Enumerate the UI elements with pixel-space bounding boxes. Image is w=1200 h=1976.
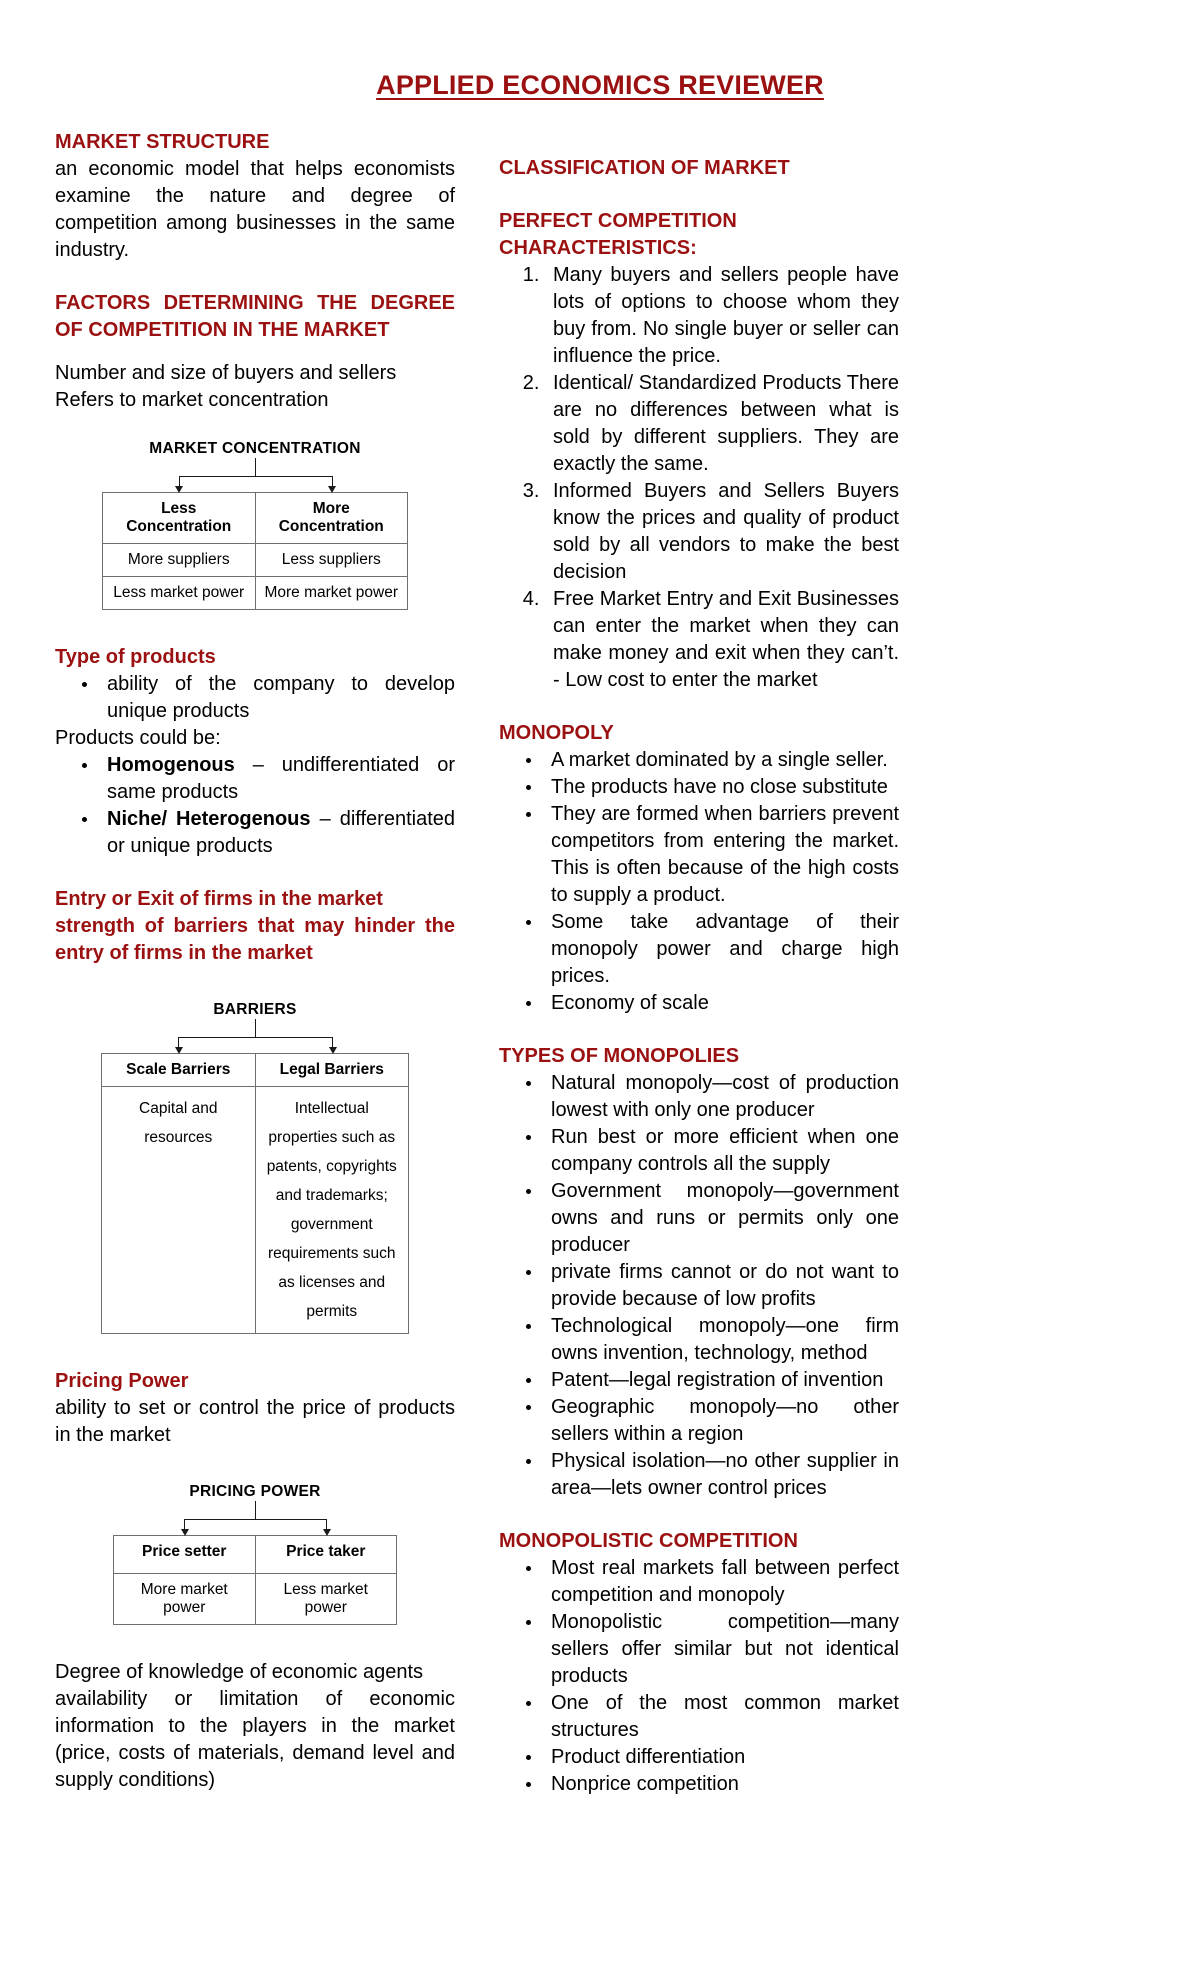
arrowhead-left-icon xyxy=(175,486,183,493)
paragraph-degree-of-knowledge: availability or limitation of economic information to the players in the market (price, costs of materials, demand level and supply conditions) xyxy=(55,1688,455,1791)
page-title-text: APPLIED ECONOMICS REVIEWER xyxy=(376,70,824,100)
factors-line-1: Number and size of buyers and sellers xyxy=(55,362,397,384)
list-item: • A market dominated by a single seller. xyxy=(543,747,899,774)
list-item: 2. Identical/ Standardized Products There are no differences between what is sold by different suppliers. They are exactly the same. xyxy=(545,370,899,478)
table-row xyxy=(102,1087,409,1334)
arrowhead-right-icon xyxy=(329,1047,337,1054)
types-of-monopolies-list xyxy=(499,1070,899,1502)
table-header-cell: More Concentration xyxy=(255,493,408,544)
diagram-connector xyxy=(102,458,408,492)
heading-entry-exit-line1: Entry or Exit of firms in the market xyxy=(55,888,383,910)
diagram-title: PRICING POWER xyxy=(189,1483,321,1500)
arrowhead-left-icon xyxy=(175,1047,183,1054)
products-could-be-lead: Products could be: xyxy=(55,727,221,749)
spacer xyxy=(499,1502,899,1528)
spacer xyxy=(55,967,455,1001)
table-row xyxy=(102,1054,409,1087)
left-column xyxy=(55,129,455,1794)
list-item: • Some take advantage of their monopoly power and charge high prices. xyxy=(543,909,899,990)
table-row xyxy=(114,1574,397,1625)
list-item: • Run best or more efficient when one company controls all the supply xyxy=(543,1124,899,1178)
right-column xyxy=(499,129,899,1798)
table-cell: More market power xyxy=(114,1574,256,1625)
list-item: • Technological monopoly—one firm owns invention, technology, method xyxy=(543,1313,899,1367)
market-concentration-table xyxy=(102,492,408,610)
table-cell: Capital and resources xyxy=(102,1087,256,1334)
market-concentration-diagram xyxy=(102,440,408,610)
heading-pricing-power: Pricing Power xyxy=(55,1370,189,1392)
table-header-cell: Price setter xyxy=(114,1536,256,1574)
connector-stem xyxy=(255,1019,256,1037)
spacer xyxy=(55,1625,455,1659)
list-item: • Physical isolation—no other supplier in area—lets owner control prices xyxy=(543,1448,899,1502)
list-item: 4. Free Market Entry and Exit Businesses can enter the market when they can make money and exit when they can’t. - Low cost to enter the market xyxy=(545,586,899,694)
arrowhead-left-icon xyxy=(181,1529,189,1536)
term-niche-desc: – differentiated or unique products xyxy=(107,808,455,857)
list-item: • ability of the company to develop unique products xyxy=(99,671,455,725)
paragraph-market-structure: an economic model that helps economists examine the nature and degree of competition among businesses in the same industry. xyxy=(55,158,455,261)
pricing-power-table xyxy=(113,1535,397,1625)
spacer xyxy=(55,610,455,644)
connector-stem xyxy=(255,1501,256,1519)
spacer xyxy=(55,1449,455,1483)
table-header-cell: Legal Barriers xyxy=(255,1054,409,1087)
table-cell: More market power xyxy=(255,577,408,610)
type-of-products-bullets xyxy=(55,671,455,725)
heading-monopoly: MONOPOLY xyxy=(499,722,614,744)
list-item: • Economy of scale xyxy=(543,990,899,1017)
arrowhead-right-icon xyxy=(328,486,336,493)
list-item xyxy=(99,752,455,806)
table-cell: Less market power xyxy=(103,577,256,610)
spacer xyxy=(55,860,455,886)
list-item: 3. Informed Buyers and Sellers Buyers know the prices and quality of product sold by all vendors to make the best decision xyxy=(545,478,899,586)
spacer xyxy=(499,1017,899,1043)
list-item: • Monopolistic competition—many sellers offer similar but not identical products xyxy=(543,1609,899,1690)
pricing-power-diagram xyxy=(113,1483,397,1625)
table-cell: Less market power xyxy=(255,1574,397,1625)
list-item: • Patent—legal registration of invention xyxy=(543,1367,899,1394)
diagram-connector xyxy=(101,1019,409,1053)
list-item: • Most real markets fall between perfect competition and monopoly xyxy=(543,1555,899,1609)
monopoly-list xyxy=(499,747,899,1017)
connector-crossbar xyxy=(178,1037,332,1038)
table-row xyxy=(103,577,408,610)
list-item: • One of the most common market structures xyxy=(543,1690,899,1744)
table-cell: Less suppliers xyxy=(255,544,408,577)
spacer xyxy=(55,414,455,440)
heading-classification-of-market: CLASSIFICATION OF MARKET xyxy=(499,157,790,179)
product-type-bullets xyxy=(55,752,455,860)
spacer xyxy=(55,344,455,360)
list-item: • private firms cannot or do not want to provide because of low profits xyxy=(543,1259,899,1313)
list-item: • Geographic monopoly—no other sellers within a region xyxy=(543,1394,899,1448)
connector-crossbar xyxy=(179,476,332,477)
list-item: • They are formed when barriers prevent competitors from entering the market. This is often because of the high costs to supply a product. xyxy=(543,801,899,909)
heading-market-structure: MARKET STRUCTURE xyxy=(55,131,270,153)
table-header-cell: Price taker xyxy=(255,1536,397,1574)
perfect-competition-list xyxy=(499,262,899,694)
term-homogenous-desc: – undifferentiated or same products xyxy=(107,754,455,803)
heading-factors: FACTORS DETERMINING THE DEGREE OF COMPETITION IN THE MARKET xyxy=(55,292,455,341)
list-item xyxy=(99,806,455,860)
list-item: • Natural monopoly—cost of production lowest with only one producer xyxy=(543,1070,899,1124)
table-cell: Intellectual properties such as patents, copyrights and trademarks; government requirements such as licenses and permits xyxy=(255,1087,409,1334)
monopolistic-competition-list xyxy=(499,1555,899,1798)
spacer xyxy=(55,264,455,290)
spacer xyxy=(499,694,899,720)
page-title xyxy=(55,70,1145,101)
list-item: • Product differentiation xyxy=(543,1744,899,1771)
degree-of-knowledge-line: Degree of knowledge of economic agents xyxy=(55,1661,424,1683)
list-item: • Government monopoly—government owns and runs or permits only one producer xyxy=(543,1178,899,1259)
table-cell: More suppliers xyxy=(103,544,256,577)
list-item: 1. Many buyers and sellers people have lots of options to choose whom they buy from. No single buyer or seller can influence the price. xyxy=(545,262,899,370)
heading-perfect-competition-characteristics: CHARACTERISTICS: xyxy=(499,237,697,259)
heading-monopolistic-competition: MONOPOLISTIC COMPETITION xyxy=(499,1530,798,1552)
heading-types-of-monopolies: TYPES OF MONOPOLIES xyxy=(499,1045,740,1067)
list-item: • The products have no close substitute xyxy=(543,774,899,801)
diagram-title: BARRIERS xyxy=(213,1001,297,1018)
factors-line-2: Refers to market concentration xyxy=(55,389,329,411)
table-row xyxy=(103,544,408,577)
table-row xyxy=(103,493,408,544)
table-row xyxy=(114,1536,397,1574)
connector-crossbar xyxy=(184,1519,326,1520)
heading-entry-exit-line2: strength of barriers that may hinder the entry of firms in the market xyxy=(55,915,455,964)
arrowhead-right-icon xyxy=(323,1529,331,1536)
spacer xyxy=(55,1334,455,1368)
heading-type-of-products: Type of products xyxy=(55,646,216,668)
table-header-cell: Scale Barriers xyxy=(102,1054,256,1087)
list-item: • Nonprice competition xyxy=(543,1771,899,1798)
heading-perfect-competition: PERFECT COMPETITION xyxy=(499,210,737,232)
barriers-table xyxy=(101,1053,409,1334)
connector-stem xyxy=(255,458,256,476)
spacer xyxy=(499,182,899,208)
diagram-connector xyxy=(113,1501,397,1535)
barriers-diagram xyxy=(101,1001,409,1334)
two-column-body xyxy=(55,129,1145,1798)
table-header-cell: Less Concentration xyxy=(103,493,256,544)
diagram-title: MARKET CONCENTRATION xyxy=(149,440,361,457)
paragraph-pricing-power: ability to set or control the price of products in the market xyxy=(55,1397,455,1446)
term-niche: Niche/ Heterogenous xyxy=(107,808,311,830)
term-homogenous: Homogenous xyxy=(107,754,235,776)
